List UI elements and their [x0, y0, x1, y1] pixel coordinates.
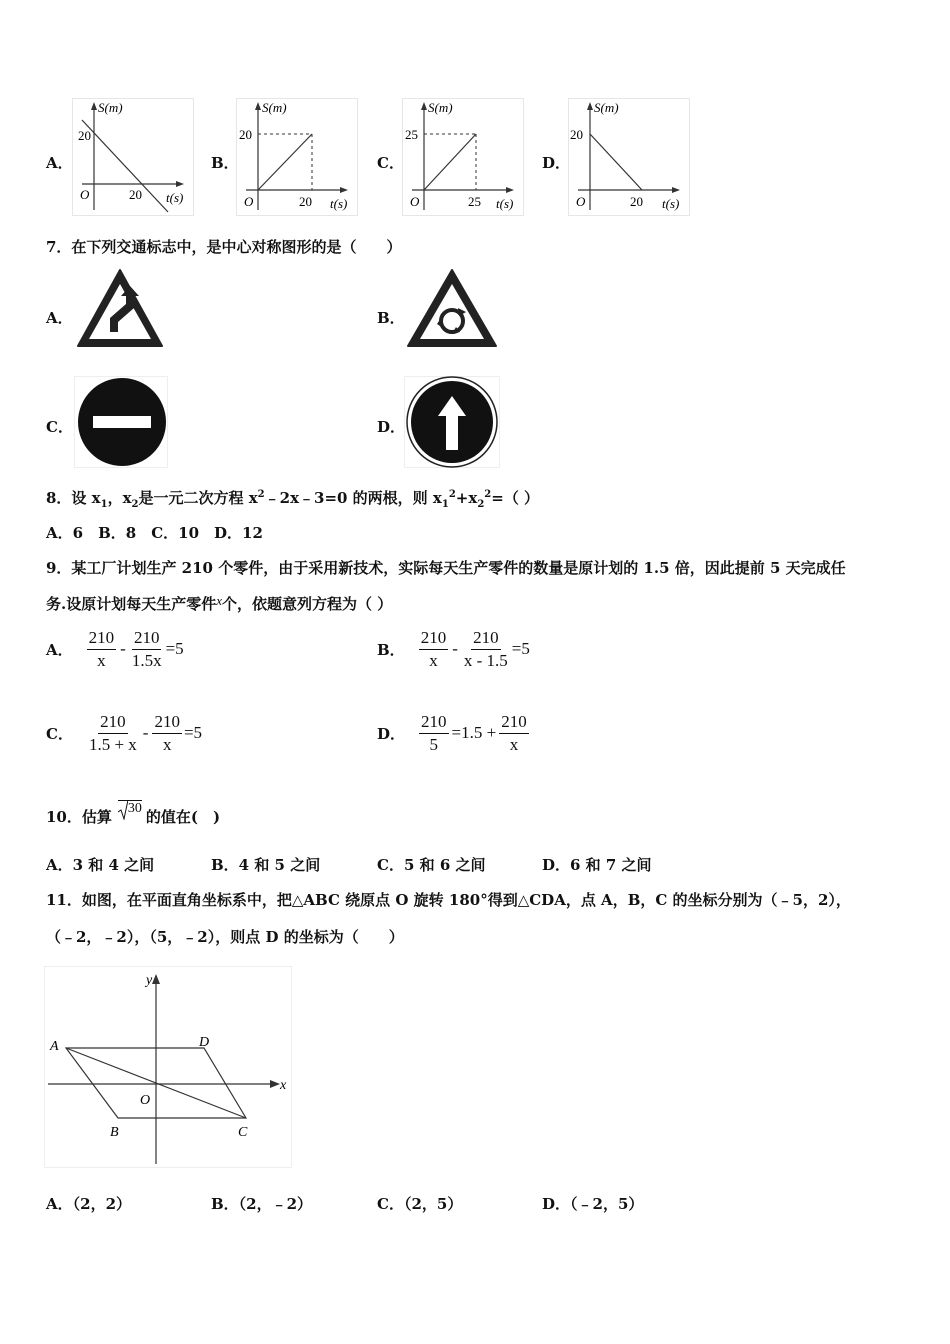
q6-a-x-tick: 20 [129, 187, 142, 202]
q6-option-d-label: D． [542, 154, 571, 172]
q6-c-xlabel: t(s) [496, 196, 514, 211]
q9-option-b: B． $\frac{210}{x}$ - $\frac{210}{x - 1.5}$ =5 [377, 627, 530, 670]
q9-stem-line2: 务.设原计划每天生产零件x个，依题意列方程为（ ） [46, 593, 393, 613]
q6-d-origin: O [576, 194, 586, 209]
q6-option-b-label: B． [211, 154, 239, 172]
q6-graph-c [402, 98, 524, 216]
q11-label-b: B [110, 1125, 119, 1140]
q11-label-d: D [199, 1035, 210, 1050]
no-entry-sign-icon [74, 376, 168, 468]
q6-option-a-label: A． [46, 154, 73, 172]
q6-d-y-tick: 20 [570, 127, 583, 142]
q6-b-xlabel: t(s) [330, 196, 348, 211]
q10-option-d: D．6 和 7 之间 [542, 856, 652, 874]
q6-b-ylabel: S(m) [262, 100, 287, 115]
q10-option-b: B．4 和 5 之间 [211, 856, 321, 874]
q11-label-x: x [280, 1078, 287, 1093]
q9-stem-line1: 9．某工厂计划生产 210 个零件，由于采用新技术，实际每天生产零件的数量是原计划的 1.5 倍，因此提前 5 天完成任 [46, 559, 846, 577]
q6-graph-d [568, 98, 690, 216]
q9-option-d: D． $\frac{210}{5}$ =1.5 + $\frac{210}{x}$ [377, 711, 527, 754]
straight-ahead-sign-icon [404, 376, 500, 468]
q6-d-xlabel: t(s) [662, 196, 680, 211]
q11-option-d: D．（﹣2，5） [542, 1195, 644, 1213]
q9-option-c: C． $\frac{210}{1.5 + x}$ - $\frac{210}{x}$ =5 [46, 711, 203, 754]
q6-a-y-tick: 20 [78, 128, 91, 143]
q7-option-d-label: D． [377, 418, 406, 436]
q8-options: A．6 B．8 C．10 D．12 [46, 524, 263, 542]
q7-option-c-label: C． [46, 418, 73, 436]
q11-coordinate-figure [44, 966, 292, 1168]
sqrt-30: 30 [118, 800, 142, 817]
q6-b-x-tick: 20 [299, 194, 312, 209]
q6-c-y-tick: 25 [405, 127, 418, 142]
q6-graph-a [72, 98, 194, 216]
roundabout-sign-icon [404, 266, 500, 352]
q11-option-a: A．（2，2） [46, 1195, 132, 1213]
q11-label-a: A [50, 1039, 59, 1054]
q6-c-x-tick: 25 [468, 194, 481, 209]
q11-stem-line2: （﹣2，﹣2），（5，﹣2），则点 D 的坐标为（ ） [46, 928, 404, 946]
q6-c-origin: O [410, 194, 420, 209]
q6-c-ylabel: S(m) [428, 100, 453, 115]
q6-a-xlabel: t(s) [166, 190, 184, 205]
q9-option-a: A． $\frac{210}{x}$ - $\frac{210}{1.5x}$ =5 [46, 627, 184, 670]
q11-option-b: B．（2，﹣2） [211, 1195, 313, 1213]
q6-d-x-tick: 20 [630, 194, 643, 209]
q10-stem: 10．估算 30 的值在( ) [46, 801, 221, 826]
q11-stem-line1: 11．如图，在平面直角坐标系中，把△ABC 绕原点 O 旋转 180°得到△CDA，点 A，B，C 的坐标分别为（﹣5，2）， [46, 891, 851, 909]
q6-option-c-label: C． [377, 154, 404, 172]
q10-option-a: A．3 和 4 之间 [46, 856, 155, 874]
sharp-turn-sign-icon [74, 266, 166, 352]
q7-option-a-label: A． [46, 309, 73, 327]
q11-label-y: y [146, 973, 153, 988]
q6-b-origin: O [244, 194, 254, 209]
q6-graph-b [236, 98, 358, 216]
q11-label-c: C [238, 1125, 248, 1140]
q6-a-ylabel: S(m) [98, 100, 123, 115]
q11-label-o: O [140, 1093, 151, 1108]
q7-stem: 7．在下列交通标志中，是中心对称图形的是（ ） [46, 238, 402, 256]
q6-a-origin: O [80, 187, 90, 202]
q10-option-c: C．5 和 6 之间 [377, 856, 486, 874]
q6-b-y-tick: 20 [239, 127, 252, 142]
q11-option-c: C．（2，5） [377, 1195, 463, 1213]
q7-option-b-label: B． [377, 309, 405, 327]
q6-d-ylabel: S(m) [594, 100, 619, 115]
q8-stem: 8．设 $x_1$，$x_2$是一元二次方程 $x^2﹣2x﹣3=0$ 的两根，则 $x_1^2+x_2^2=$（ ） [46, 489, 540, 510]
